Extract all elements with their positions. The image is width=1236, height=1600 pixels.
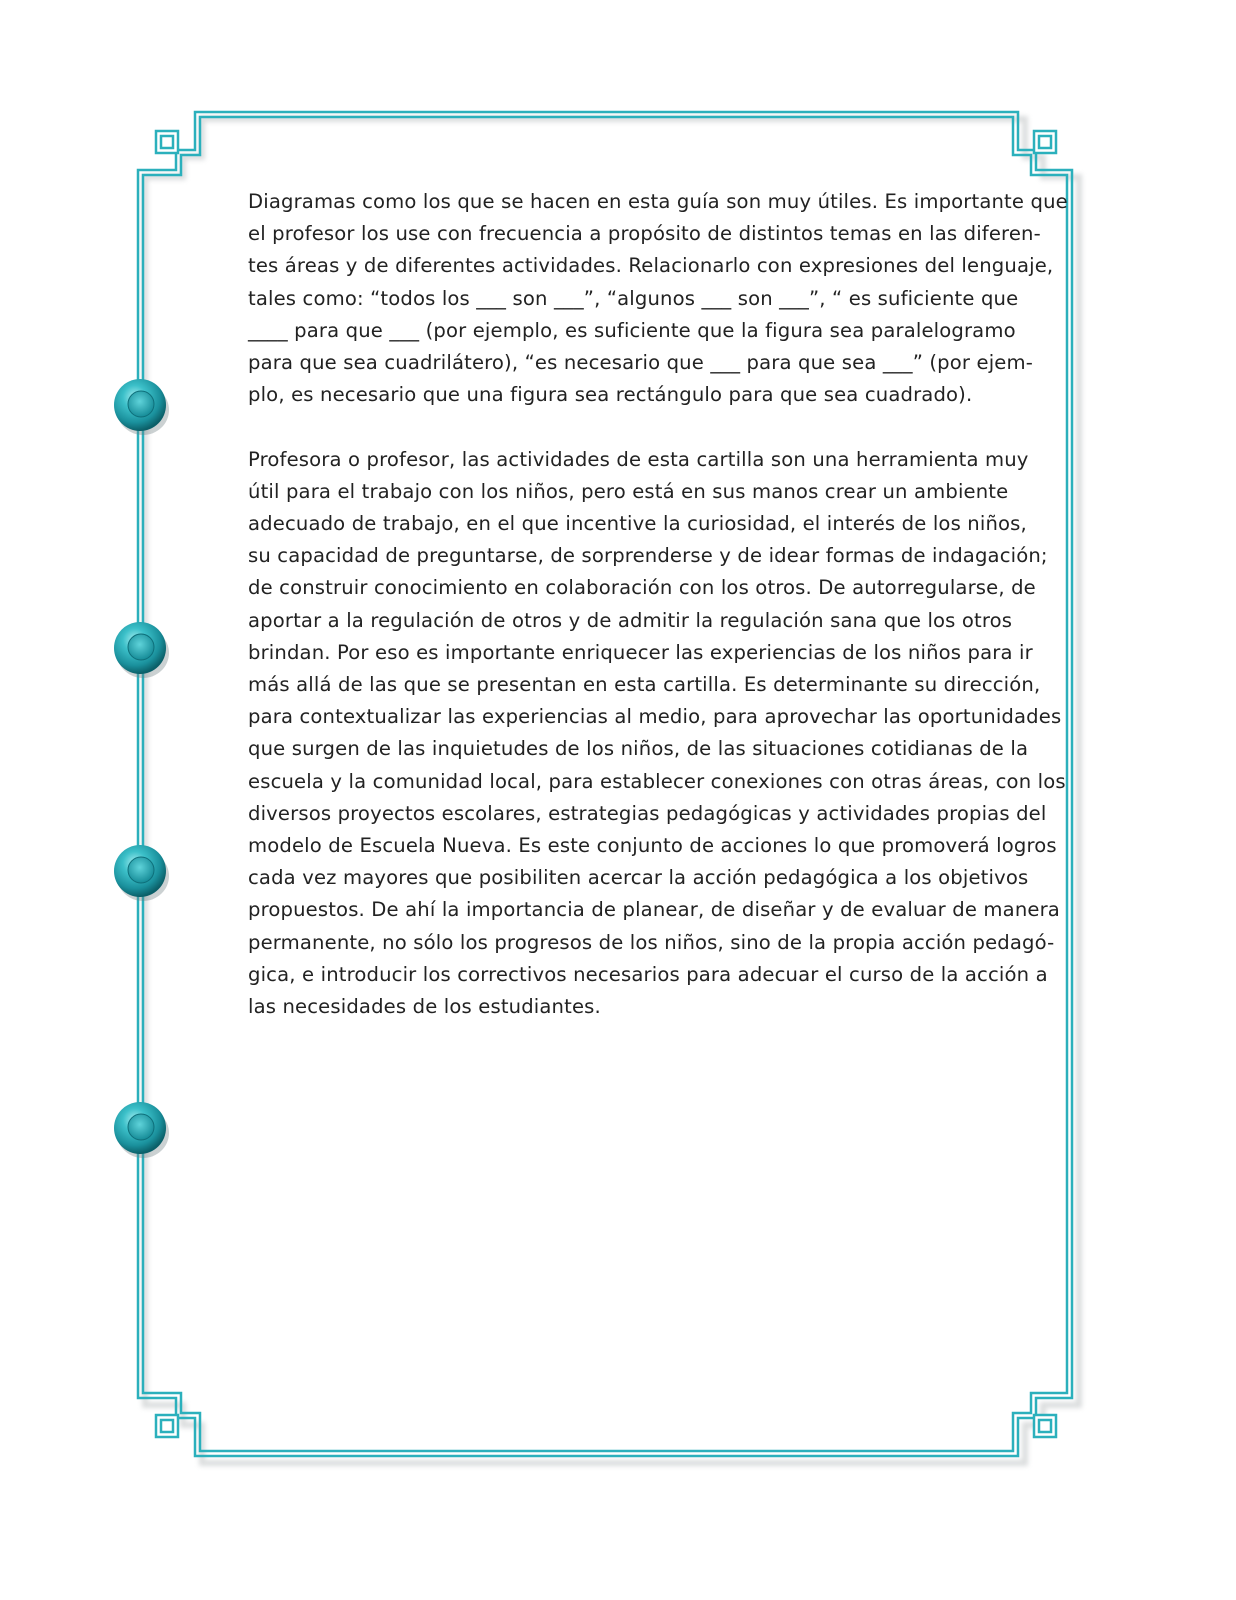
text-line: adecuado de trabajo, en el que incentive la curiosidad, el interés de los niños, bbox=[248, 512, 1027, 536]
text-line: para contextualizar las experiencias al medio, para aprovechar las oportunidades bbox=[248, 705, 1062, 729]
text-line: Diagramas como los que se hacen en esta guía son muy útiles. Es importante que bbox=[248, 190, 1068, 213]
bead-2 bbox=[114, 622, 169, 678]
text-line: cada vez mayores que posibiliten acercar la acción pedagógica a los objetivos bbox=[248, 866, 1029, 890]
text-line: las necesidades de los estudiantes. bbox=[248, 995, 601, 1019]
binding-beads bbox=[114, 379, 169, 1158]
text-line: aportar a la regulación de otros y de admitir la regulación sana que los otros bbox=[248, 608, 1013, 632]
paragraph-spacer bbox=[248, 411, 1028, 443]
text-line: plo, es necesario que una figura sea rectángulo para que sea cuadrado). bbox=[248, 383, 973, 407]
text-line: escuela y la comunidad local, para establecer conexiones con otras áreas, con los bbox=[248, 769, 1066, 793]
text-line: el profesor los use con frecuencia a propósito de distintos temas en las diferen- bbox=[248, 222, 1041, 246]
text-line: útil para el trabajo con los niños, pero está en sus manos crear un ambiente bbox=[248, 479, 1009, 503]
text-line: para que sea cuadrilátero), “es necesario que ___ para que sea ___” (por ejem- bbox=[248, 351, 1033, 375]
text-line: permanente, no sólo los progresos de los niños, sino de la propia acción pedagó- bbox=[248, 930, 1055, 954]
body-text bbox=[248, 186, 1068, 1023]
bead-3 bbox=[114, 845, 169, 901]
text-line: de construir conocimiento en colaboración con los otros. De autorregularse, de bbox=[248, 576, 1036, 600]
text-line: gica, e introducir los correctivos necesarios para adecuar el curso de la acción a bbox=[248, 962, 1048, 986]
text-line: su capacidad de preguntarse, de sorprenderse y de idear formas de indagación; bbox=[248, 544, 1048, 568]
text-line: propuestos. De ahí la importancia de planear, de diseñar y de evaluar de manera bbox=[248, 898, 1060, 922]
text-line: diversos proyectos escolares, estrategias pedagógicas y actividades propias del bbox=[248, 801, 1047, 825]
bead-1 bbox=[114, 379, 169, 435]
text-line: modelo de Escuela Nueva. Es este conjunto de acciones lo que promoverá logros bbox=[248, 834, 1057, 858]
text-line: más allá de las que se presentan en esta cartilla. Es determinante su dirección, bbox=[248, 673, 1041, 697]
text-line: Profesora o profesor, las actividades de esta cartilla son una herramienta muy bbox=[248, 447, 1029, 471]
paragraph-2 bbox=[248, 444, 1066, 1024]
text-line: tes áreas y de diferentes actividades. Relacionarlo con expresiones del lenguaje, bbox=[248, 254, 1054, 278]
text-line: tales como: “todos los ___ son ___”, “algunos ___ son ___”, “ es suficiente que bbox=[248, 286, 1019, 310]
text-line: brindan. Por eso es importante enriquecer las experiencias de los niños para ir bbox=[248, 640, 1033, 664]
paragraph-1 bbox=[248, 186, 1068, 411]
bead-4 bbox=[114, 1102, 169, 1158]
text-line: que surgen de las inquietudes de los niños, de las situaciones cotidianas de la bbox=[248, 737, 1029, 761]
text-line: ____ para que ___ (por ejemplo, es suficiente que la figura sea paralelogramo bbox=[248, 318, 1016, 342]
